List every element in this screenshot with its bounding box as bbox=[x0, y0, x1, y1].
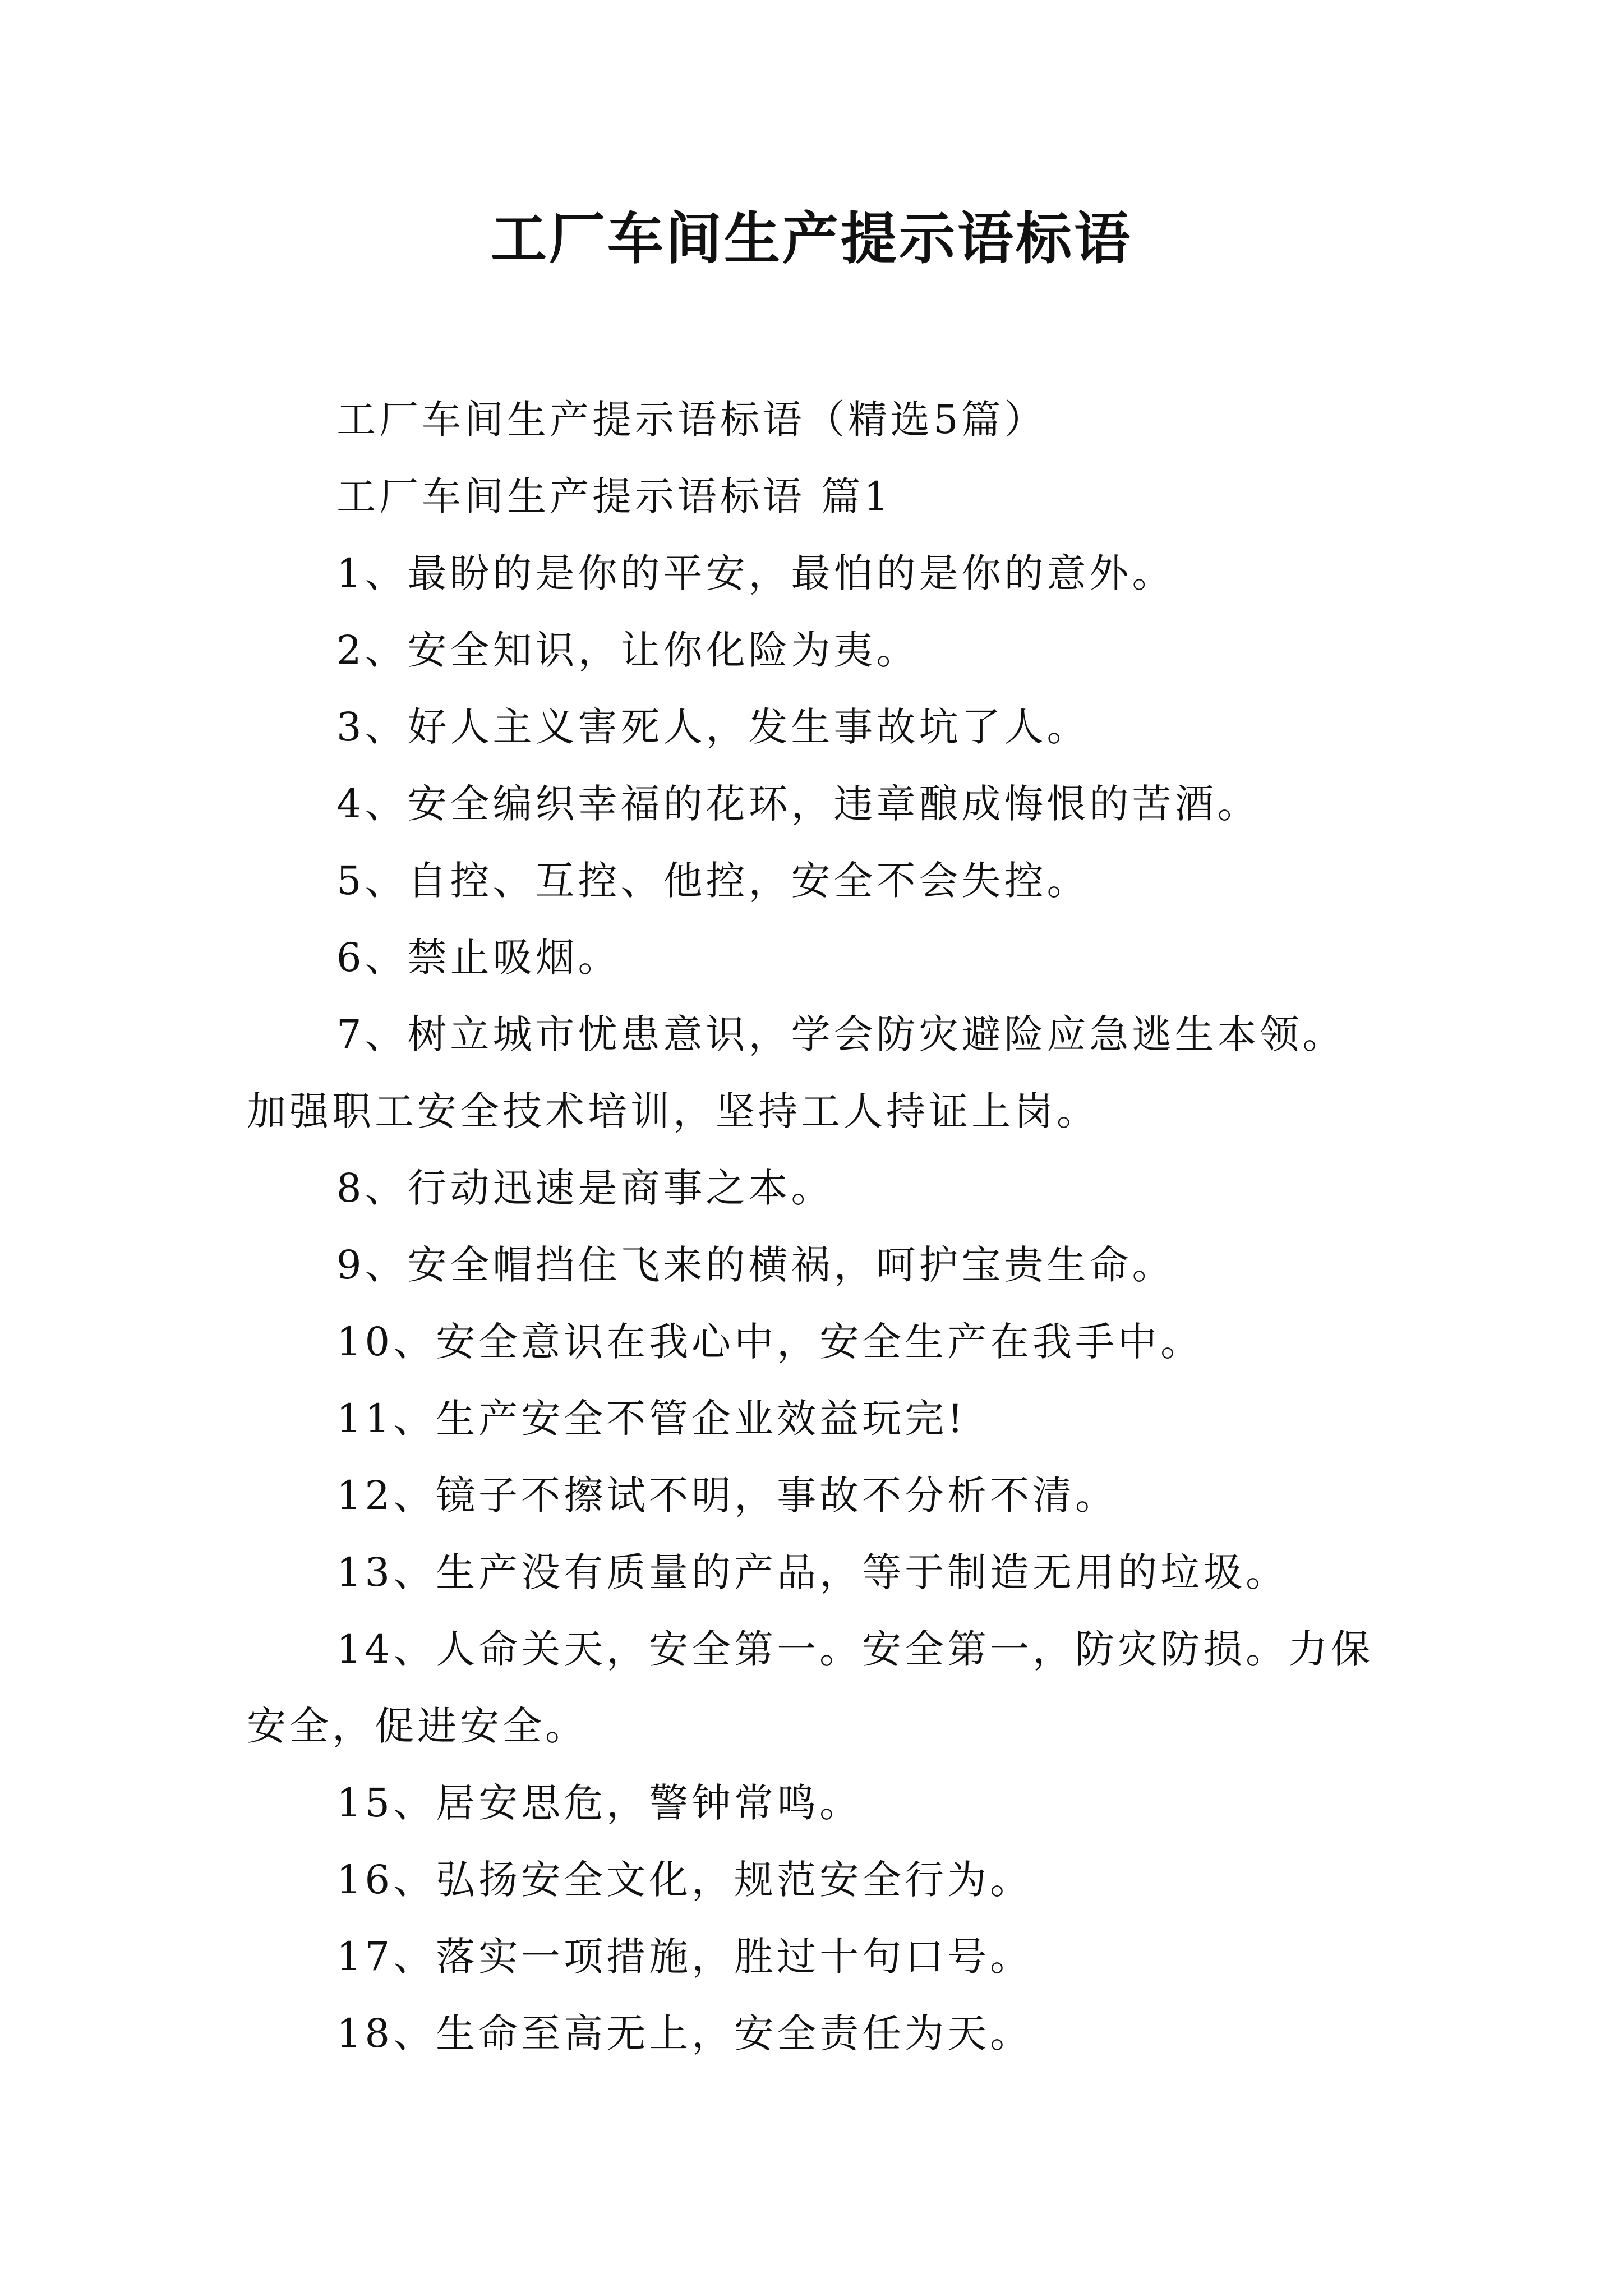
slogan-item: 16、弘扬安全文化，规范安全行为。 bbox=[336, 1857, 1033, 1903]
slogan-item: 5、自控、互控、他控，安全不会失控。 bbox=[336, 858, 1090, 904]
slogan-item: 17、落实一项措施，胜过十句口号。 bbox=[336, 1934, 1033, 1980]
slogan-item: 11、生产安全不管企业效益玩完! bbox=[336, 1396, 967, 1442]
slogan-item: 10、安全意识在我心中，安全生产在我手中。 bbox=[336, 1319, 1204, 1365]
slogan-item: 9、安全帽挡住飞来的横祸，呵护宝贵生命。 bbox=[336, 1242, 1175, 1288]
slogan-item: 1、最盼的是你的平安，最怕的是你的意外。 bbox=[336, 550, 1175, 596]
slogan-item: 4、安全编织幸福的花环，违章酿成悔恨的苦酒。 bbox=[336, 781, 1260, 827]
document-title: 工厂车间生产提示语标语 bbox=[491, 205, 1132, 272]
slogan-item: 12、镜子不擦试不明，事故不分析不清。 bbox=[336, 1473, 1118, 1519]
slogan-item: 8、行动迅速是商事之本。 bbox=[336, 1165, 834, 1211]
subtitle-paragraph: 工厂车间生产提示语标语（精选5篇） bbox=[336, 397, 1047, 443]
slogan-item: 15、居安思危，警钟常鸣。 bbox=[336, 1780, 863, 1826]
document-body bbox=[247, 381, 1380, 2072]
slogan-item: 3、好人主义害死人，发生事故坑了人。 bbox=[336, 704, 1090, 750]
slogan-item: 7、树立城市忧患意识，学会防灾避险应急逃生本领。加强职工安全技术培训，坚持工人持证上岗。 bbox=[247, 1011, 1345, 1134]
section-heading: 工厂车间生产提示语标语 篇1 bbox=[336, 473, 892, 519]
slogan-item: 2、安全知识，让你化险为夷。 bbox=[336, 627, 919, 673]
slogan-item: 13、生产没有质量的产品，等于制造无用的垃圾。 bbox=[336, 1549, 1289, 1595]
slogan-item: 6、禁止吸烟。 bbox=[336, 935, 621, 981]
slogan-item: 18、生命至高无上，安全责任为天。 bbox=[336, 2010, 1033, 2056]
slogan-item: 14、人命关天，安全第一。安全第一，防灾防损。力保安全，促进安全。 bbox=[247, 1626, 1374, 1749]
